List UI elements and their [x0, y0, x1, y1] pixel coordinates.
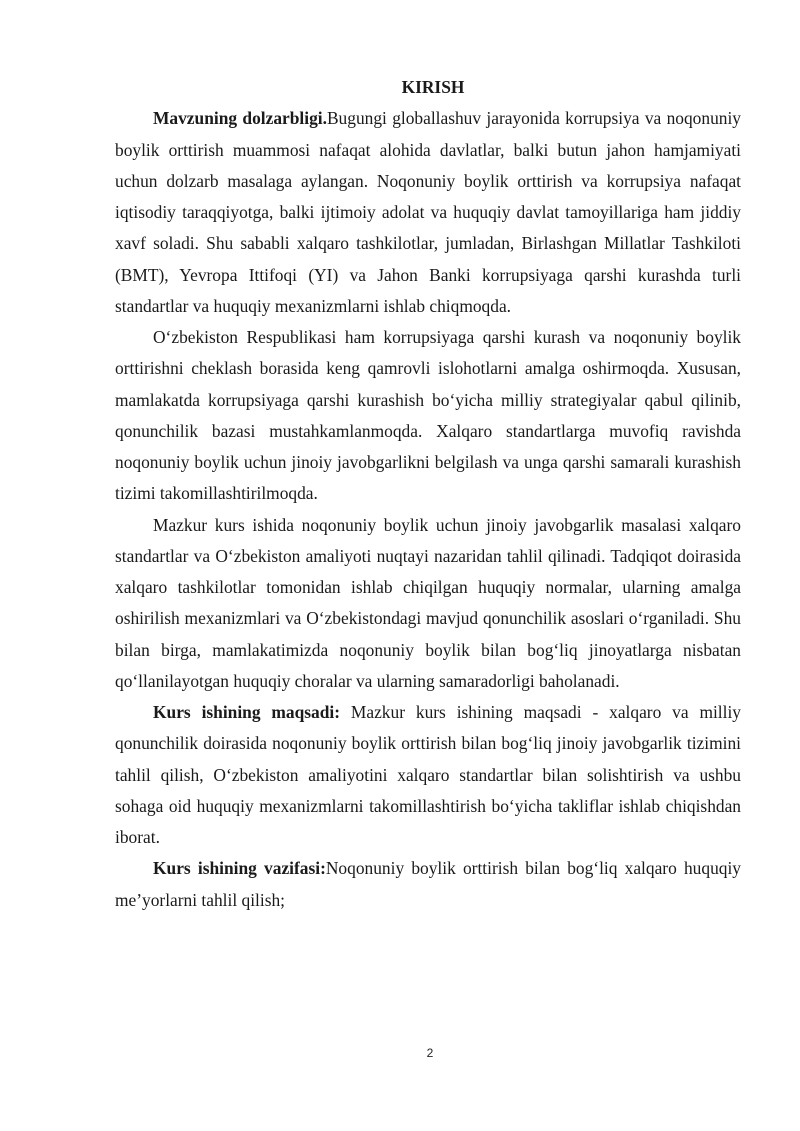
page-number: 2 [426, 1046, 434, 1060]
page-title: KIRISH [401, 77, 465, 97]
paragraph-lead: Kurs ishining vazifasi: [153, 858, 326, 879]
paragraph-lead: Kurs ishining maqsadi: [153, 702, 341, 722]
paragraph-course-tasks [115, 853, 741, 916]
paragraph-lead: Mavzuning dolzarbligi. [153, 108, 327, 129]
paragraph-text: Bugungi globallashuv jarayonida korrupsiya va noqonuniy boylik orttirish muammosi nafaqat alohida davlatlar, balki butun jahon hamjamiyati uchun dolzarb masalaga aylangan. Noqonuniy boylik orttirish va korrupsiya nafaqat iqtisodiy taraqqiyotga, balki ijtimoiy adolat va huquqiy davlat tamoyillariga ham jiddiy xavf soladi. Shu sababli xalqaro tashkilotlar, jumladan, Birlashgan Millatlar Tashkiloti (BMT), Yevropa Ittifoqi (YI) va Jahon Banki korrupsiyaga qarshi kurashda turli standartlar va huquqiy mexanizmlarni ishlab chiqmoqda. [115, 108, 741, 316]
paragraph-text: Mazkur kurs ishida noqonuniy boylik uchun jinoiy javobgarlik masalasi xalqaro standartlar va O‘zbekiston amaliyoti nuqtayi nazaridan tahlil qilinadi. Tadqiqot doirasida xalqaro tashkilotlar tomonidan ishlab chiqilgan huquqiy normalar, ularning amalga oshirilish mexanizmlari va O‘zbekistondagi mavjud qonunchilik asoslari o‘rganiladi. Shu bilan birga, mamlakatimizda noqonuniy boylik bilan bog‘liq jinoyatlarga nisbatan qo‘llanilayotgan huquqiy choralar va ularning samaradorligi baholanadi. [115, 514, 741, 691]
paragraph-text: O‘zbekiston Respublikasi ham korrupsiyaga qarshi kurash va noqonuniy boylik orttirishni cheklash borasida keng qamrovli islohotlarni amalga oshirmoqda. Xususan, mamlakatda korrupsiyaga qarshi kurashish bo‘yicha milliy strategiyalar qabul qilinib, qonunchilik bazasi mustahkamlanmoqda. Xalqaro standartlarga muvofiq ravishda noqonuniy boylik uchun jinoiy javobgarlikni belgilash va unga qarshi samarali kurashish tizimi takomillashtirilmoqda. [115, 327, 741, 504]
paragraph-text: Mazkur kurs ishining maqsadi - xalqaro va milliy qonunchilik doirasida noqonuniy boylik orttirish bilan bog‘liq jinoiy javobgarlik tizimini tahlil qilish, O‘zbekiston amaliyotini xalqaro standartlar bilan solishtirish va ushbu sohaga oid huquqiy mexanizmlarni takomillashtirish bo‘yicha takliflar ishlab chiqishdan iborat. [115, 702, 741, 847]
paragraph-text: Noqonuniy boylik orttirish bilan bog‘liq xalqaro huquqiy me’yorlarni tahlil qilish; [115, 858, 741, 910]
paragraph-course-scope [115, 510, 741, 698]
paragraph-uzbekistan-reforms [115, 322, 741, 510]
page-content [115, 72, 741, 916]
paragraph-course-goal [115, 697, 741, 853]
paragraph-relevance [115, 103, 741, 322]
